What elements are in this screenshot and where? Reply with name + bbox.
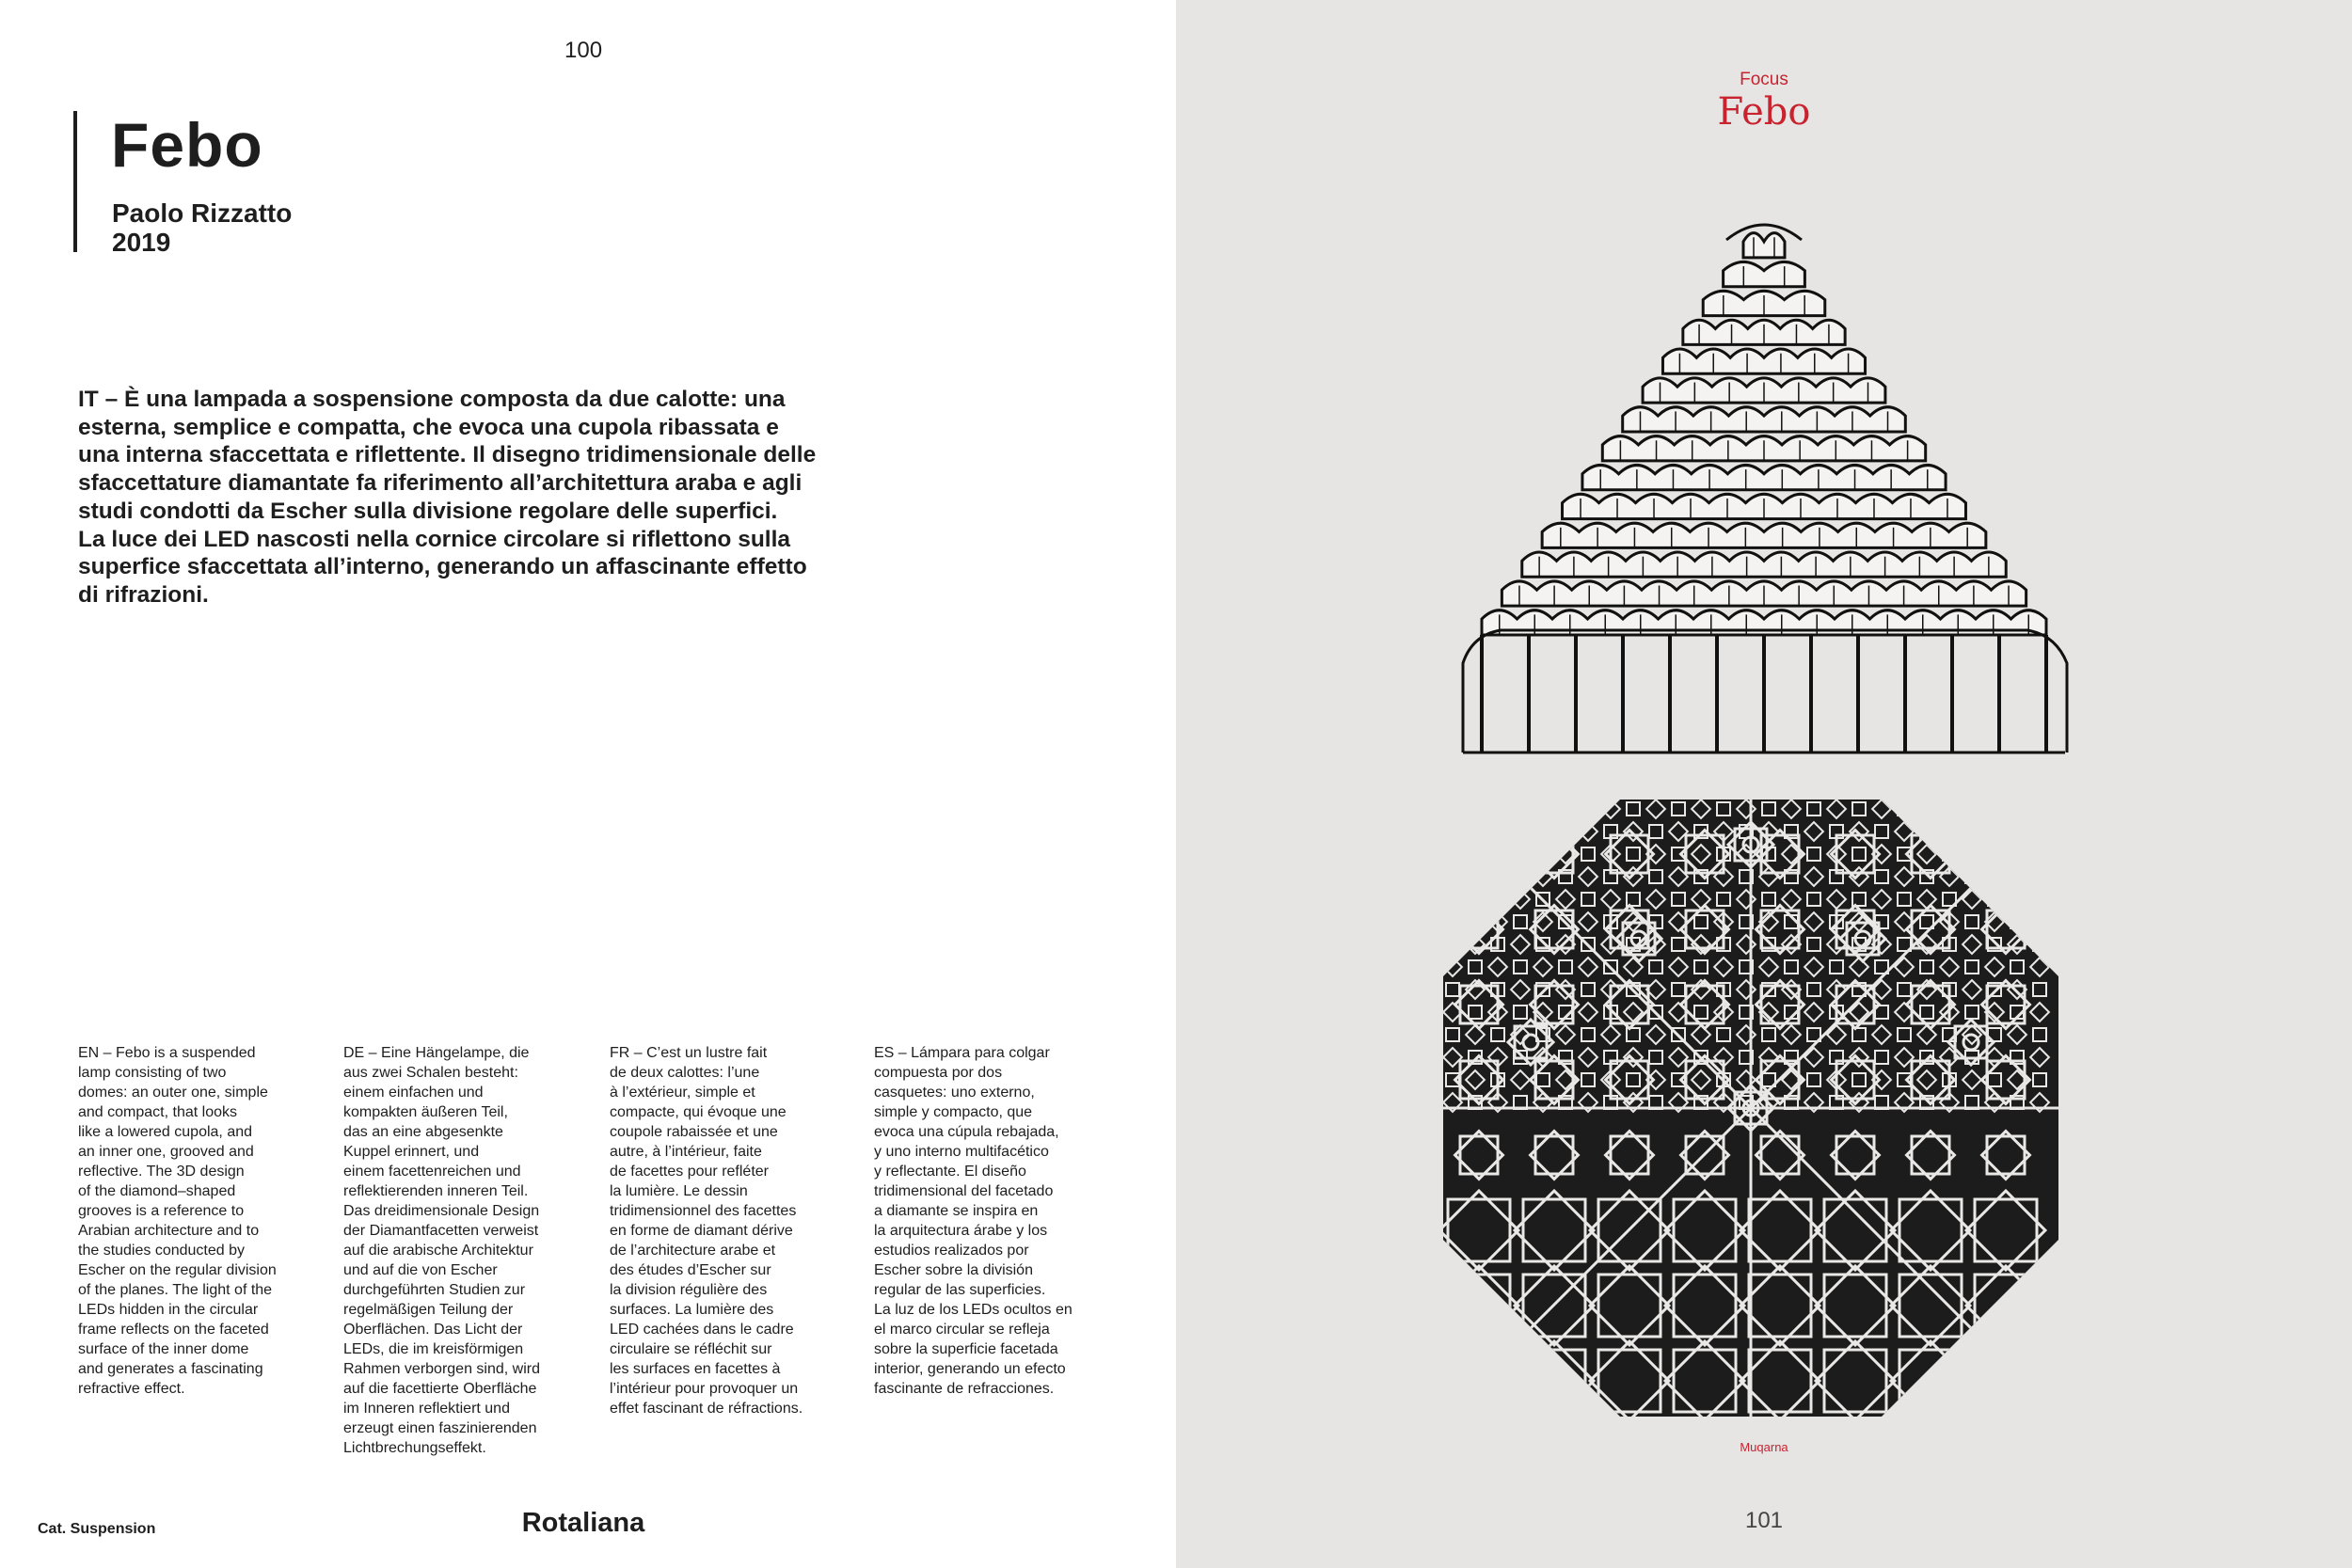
- english-description: [78, 1043, 304, 1399]
- description-line: und auf die von Escher: [343, 1262, 498, 1278]
- description-line: im Inneren reflektiert und: [343, 1401, 510, 1417]
- description-line: LEDs hidden in the circular: [78, 1302, 259, 1318]
- description-line: auf die facettierte Oberfläche: [343, 1381, 537, 1397]
- description-line: La luz de los LEDs ocultos en: [874, 1302, 1073, 1318]
- description-line: la arquitectura árabe y los: [874, 1223, 1048, 1239]
- description-line: sobre la superficie facetada: [874, 1341, 1058, 1357]
- page-title: Febo: [111, 110, 263, 180]
- spanish-description: [874, 1043, 1100, 1399]
- description-line: LED cachées dans le cadre: [610, 1322, 794, 1338]
- description-line: and generates a fascinating: [78, 1361, 263, 1377]
- description-line: aus zwei Schalen besteht:: [343, 1065, 518, 1081]
- design-year: 2019: [112, 228, 171, 257]
- it-line: di rifrazioni.: [78, 581, 209, 608]
- page-number-right: 101: [1744, 1508, 1784, 1533]
- description-line: regelmäßigen Teilung der: [343, 1302, 514, 1318]
- description-line: des études d’Escher sur: [610, 1262, 771, 1278]
- description-line: einem facettenreichen und: [343, 1164, 521, 1180]
- description-line: LEDs, die im kreisförmigen: [343, 1341, 524, 1357]
- description-line: durchgeführten Studien zur: [343, 1282, 526, 1298]
- footer-category: Cat. Suspension: [38, 1521, 156, 1537]
- description-line: Kuppel erinnert, und: [343, 1144, 480, 1160]
- it-line: studi condotti da Escher sulla divisione regolare delle superfici.: [78, 498, 778, 524]
- focus-label: Focus: [1740, 70, 1788, 89]
- description-line: Arabian architecture and to: [78, 1223, 260, 1239]
- description-line: of the planes. The light of the: [78, 1282, 273, 1298]
- description-line: frame reflects on the faceted: [78, 1322, 269, 1338]
- focus-title: Febo: [1717, 90, 1811, 134]
- description-line: reflektierenden inneren Teil.: [343, 1183, 529, 1199]
- description-line: de facettes pour refléter: [610, 1164, 769, 1180]
- description-line: einem einfachen und: [343, 1085, 484, 1101]
- description-line: EN – Febo is a suspended: [78, 1045, 256, 1061]
- it-line: superfice sfaccettata all’interno, generando un affascinante effetto: [78, 554, 807, 580]
- description-line: reflective. The 3D design: [78, 1164, 245, 1180]
- description-line: auf die arabische Architektur: [343, 1243, 533, 1259]
- description-line: de deux calottes: l’une: [610, 1065, 760, 1081]
- description-line: and compact, that looks: [78, 1104, 237, 1120]
- description-line: Escher sobre la división: [874, 1262, 1033, 1278]
- it-line: IT – È una lampada a sospensione composta da due calotte: una: [78, 387, 786, 412]
- description-line: simple y compacto, que: [874, 1104, 1033, 1120]
- description-line: à l’extérieur, simple et: [610, 1085, 755, 1101]
- description-line: kompakten äußeren Teil,: [343, 1104, 508, 1120]
- description-line: like a lowered cupola, and: [78, 1124, 253, 1140]
- description-line: a diamante se inspira en: [874, 1203, 1039, 1219]
- muqarna-octagon-pattern-icon: [1441, 798, 2060, 1418]
- description-line: Das dreidimensionale Design: [343, 1203, 540, 1219]
- image-caption: Muqarna: [1740, 1440, 1788, 1454]
- description-line: la lumière. Le dessin: [610, 1183, 748, 1199]
- description-line: effet fascinant de réfractions.: [610, 1401, 803, 1417]
- muqarnas-dome-drawing-icon: [1444, 221, 2084, 757]
- description-line: domes: an outer one, simple: [78, 1085, 268, 1101]
- description-line: circulaire se réfléchit sur: [610, 1341, 772, 1357]
- description-line: surface of the inner dome: [78, 1341, 249, 1357]
- description-line: autre, à l’intérieur, faite: [610, 1144, 762, 1160]
- description-line: DE – Eine Hängelampe, die: [343, 1045, 530, 1061]
- description-line: en forme de diamant dérive: [610, 1223, 793, 1239]
- it-line: La luce dei LED nascosti nella cornice circolare si riflettono sulla: [78, 526, 791, 552]
- designer-name: Paolo Rizzatto: [112, 198, 293, 228]
- description-line: ES – Lámpara para colgar: [874, 1045, 1050, 1061]
- description-line: el marco circular se refleja: [874, 1322, 1050, 1338]
- description-line: erzeugt einen faszinierenden: [343, 1420, 537, 1436]
- description-line: lamp consisting of two: [78, 1065, 227, 1081]
- description-line: y uno interno multifacético: [874, 1144, 1049, 1160]
- it-line: esterna, semplice e compatta, che evoca una cupola ribassata e: [78, 414, 779, 440]
- description-line: the studies conducted by: [78, 1243, 246, 1259]
- description-line: das an eine abgesenkte: [343, 1124, 503, 1140]
- description-line: evoca una cúpula rebajada,: [874, 1124, 1059, 1140]
- footer-brand: Rotaliana: [521, 1508, 645, 1538]
- description-line: Oberflächen. Das Licht der: [343, 1322, 523, 1338]
- description-line: de l’architecture arabe et: [610, 1243, 776, 1259]
- description-line: la division régulière des: [610, 1282, 768, 1298]
- description-line: grooves is a reference to: [78, 1203, 245, 1219]
- description-line: coupole rabaissée et une: [610, 1124, 778, 1140]
- description-line: refractive effect.: [78, 1381, 185, 1397]
- description-line: y reflectante. El diseño: [874, 1164, 1026, 1180]
- description-line: tridimensional del facetado: [874, 1183, 1054, 1199]
- description-line: compacte, qui évoque une: [610, 1104, 787, 1120]
- description-line: FR – C’est un lustre fait: [610, 1045, 768, 1061]
- description-line: an inner one, grooved and: [78, 1144, 254, 1160]
- description-line: tridimensionnel des facettes: [610, 1203, 797, 1219]
- title-rule: [73, 111, 77, 252]
- german-description: [343, 1043, 569, 1458]
- description-line: casquetes: uno externo,: [874, 1085, 1035, 1101]
- description-line: Rahmen verborgen sind, wird: [343, 1361, 540, 1377]
- description-line: Escher on the regular division: [78, 1262, 277, 1278]
- description-line: regular de las superficies.: [874, 1282, 1046, 1298]
- description-line: l’intérieur pour provoquer un: [610, 1381, 799, 1397]
- page-number-left: 100: [564, 38, 603, 63]
- french-description: [610, 1043, 835, 1418]
- description-line: interior, generando un efecto: [874, 1361, 1066, 1377]
- description-line: les surfaces en facettes à: [610, 1361, 781, 1377]
- it-line: sfaccettature diamantate fa riferimento all’architettura araba e agli: [78, 470, 803, 497]
- italian-description: [78, 386, 868, 610]
- description-line: der Diamantfacetten verweist: [343, 1223, 539, 1239]
- it-line: una interna sfaccettata e riflettente. Il disegno tridimensionale delle: [78, 442, 817, 468]
- description-line: of the diamond–shaped: [78, 1183, 236, 1199]
- description-line: fascinante de refracciones.: [874, 1381, 1055, 1397]
- description-line: surfaces. La lumière des: [610, 1302, 774, 1318]
- description-line: compuesta por dos: [874, 1065, 1003, 1081]
- description-line: Lichtbrechungseffekt.: [343, 1440, 486, 1456]
- description-line: estudios realizados por: [874, 1243, 1029, 1259]
